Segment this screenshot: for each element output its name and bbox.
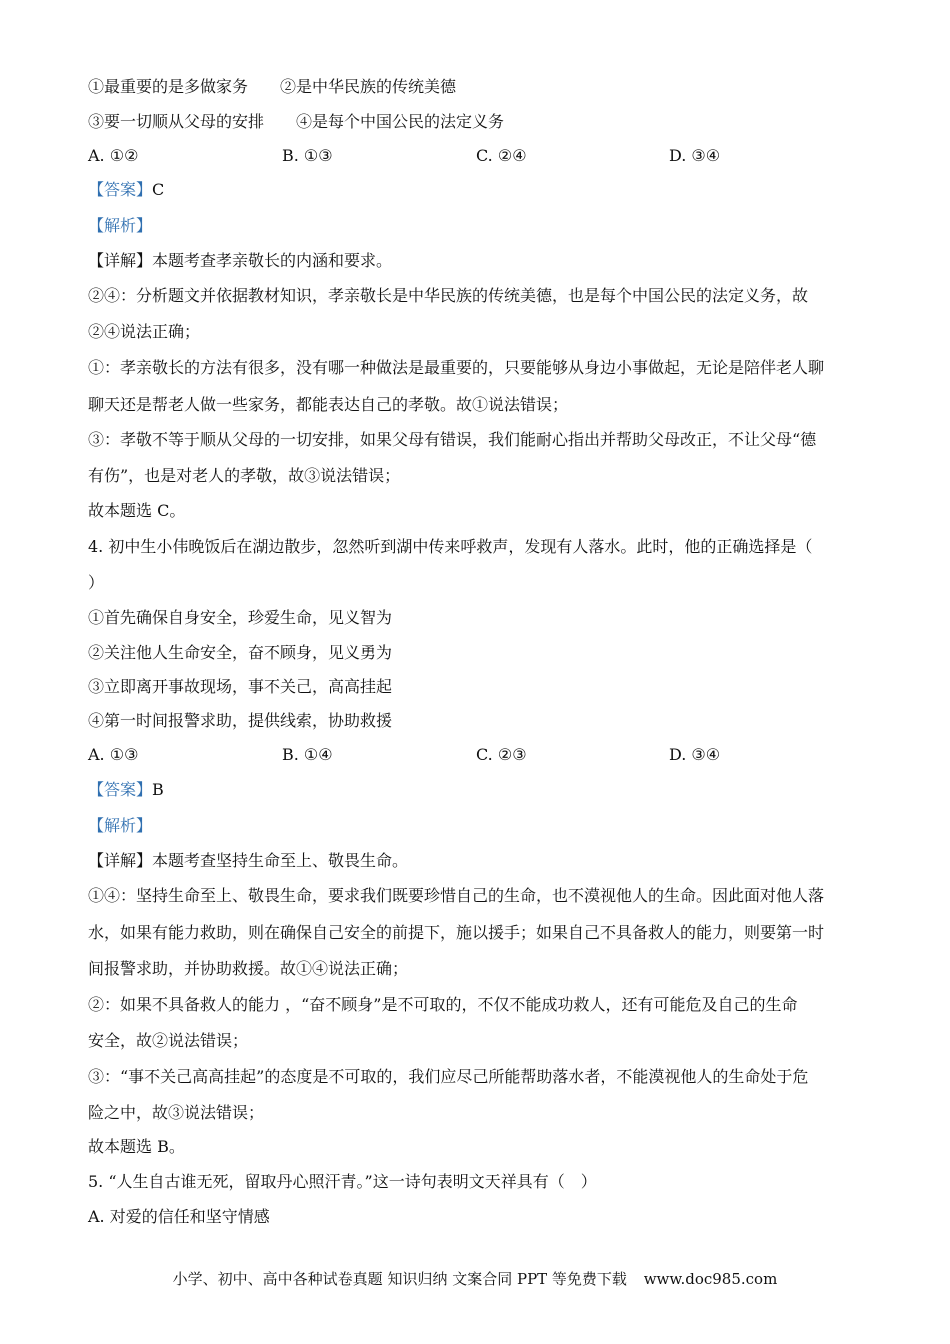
q3-answer-tag: 【答案】 <box>88 180 153 199</box>
q5-option-a: A. 对爱的信任和坚守情感 <box>88 1207 270 1226</box>
q4-explanation-line: ②：如果不具备救人的能力 ，“奋不顾身”是不可取的，不仅不能成功救人，还有可能危及自己的生命 <box>88 995 798 1014</box>
q4-stem-end: ） <box>88 573 105 592</box>
q4-analysis-tag: 【解析】 <box>88 816 153 835</box>
q3-answer-value: C <box>152 180 165 199</box>
q4-answer-value: B <box>152 780 164 799</box>
q3-detail-tag: 【详解】 <box>88 251 153 270</box>
q4-option-d: D. ③④ <box>669 745 721 764</box>
q5-stem: 5. “人生自古谁无死，留取丹心照汗青。”这一诗句表明文天祥具有（ ） <box>88 1172 597 1191</box>
q3-option-d: D. ③④ <box>669 146 721 165</box>
q4-answer-tag: 【答案】 <box>88 780 153 799</box>
q3-answer <box>88 180 164 200</box>
q4-explanation-line: ③：“事不关己高高挂起”的态度是不可取的，我们应尽己所能帮助落水者，不能漠视他人的生命处于危 <box>88 1067 809 1086</box>
q3-analysis-tag: 【解析】 <box>88 216 153 235</box>
q4-statement-1: ①首先确保自身安全，珍爱生命，见义智为 <box>88 608 393 627</box>
q4-option-c: C. ②③ <box>476 745 527 764</box>
q4-detail-text: 本题考查坚持生命至上、敬畏生命。 <box>152 851 409 870</box>
q3-detail-text: 本题考查孝亲敬长的内涵和要求。 <box>152 251 393 270</box>
q4-explanation-line: 间报警求助，并协助救援。故①④说法正确； <box>88 959 409 978</box>
q3-statement-2: ②是中华民族的传统美德 <box>280 77 457 96</box>
footer-text: 小学、初中、高中各种试卷真题 知识归纳 文案合同 PPT 等免费下载 <box>172 1270 627 1288</box>
q3-statements-row-1 <box>88 77 456 97</box>
q4-explanation-line: 险之中，故③说法错误； <box>88 1103 265 1122</box>
q3-explanation-line: ②④：分析题文并依据教材知识，孝亲敬长是中华民族的传统美德，也是每个中国公民的法定义务，故 <box>88 286 809 305</box>
q3-explanation-line: ②④说法正确； <box>88 322 201 341</box>
q3-statement-3: ③要一切顺从父母的安排 <box>88 112 265 131</box>
q3-explanation-line: 有伤”，也是对老人的孝敬，故③说法错误； <box>88 466 401 485</box>
q4-explanation-line: 安全，故②说法错误； <box>88 1031 249 1050</box>
q3-option-a: A. ①② <box>88 146 139 165</box>
q3-option-b: B. ①③ <box>282 146 333 165</box>
q4-statement-2: ②关注他人生命安全，奋不顾身，见义勇为 <box>88 643 393 662</box>
q3-explanation-line: ③：孝敬不等于顺从父母的一切安排，如果父母有错误，我们能耐心指出并帮助父母改正，不让父母“德 <box>88 430 817 449</box>
q4-conclusion: 故本题选 B。 <box>88 1137 185 1156</box>
q3-detail <box>88 251 392 271</box>
q3-explanation-line: 聊天还是帮老人做一些家务，都能表达自己的孝敬。故①说法错误； <box>88 395 569 414</box>
q4-statement-3: ③立即离开事故现场，事不关己，高高挂起 <box>88 677 393 696</box>
q4-option-a: A. ①③ <box>88 745 139 764</box>
q4-detail <box>88 851 408 871</box>
q3-option-c: C. ②④ <box>476 146 527 165</box>
q3-statement-1: ①最重要的是多做家务 <box>88 77 249 96</box>
q3-statement-4: ④是每个中国公民的法定义务 <box>296 112 505 131</box>
q4-option-b: B. ①④ <box>282 745 333 764</box>
q3-statements-row-2 <box>88 112 504 132</box>
q4-stem: 4. 初中生小伟晚饭后在湖边散步，忽然听到湖中传来呼救声，发现有人落水。此时，他的正确选择是（ <box>88 537 813 556</box>
q4-explanation-line: ①④：坚持生命至上、敬畏生命，要求我们既要珍惜自己的生命，也不漠视他人的生命。因此面对他人落 <box>88 886 825 905</box>
q3-conclusion: 故本题选 C。 <box>88 501 186 520</box>
q4-detail-tag: 【详解】 <box>88 851 153 870</box>
q4-statement-4: ④第一时间报警求助，提供线索，协助救援 <box>88 711 393 730</box>
q4-explanation-line: 水，如果有能力救助，则在确保自己安全的前提下，施以援手；如果自己不具备救人的能力，则要第一时 <box>88 923 825 942</box>
footer-site-link[interactable]: www.doc985.com <box>643 1270 778 1288</box>
q4-answer <box>88 780 164 800</box>
q3-explanation-line: ①：孝亲敬长的方法有很多，没有哪一种做法是最重要的，只要能够从身边小事做起，无论是陪伴老人聊 <box>88 358 825 377</box>
page-footer <box>0 1269 950 1289</box>
